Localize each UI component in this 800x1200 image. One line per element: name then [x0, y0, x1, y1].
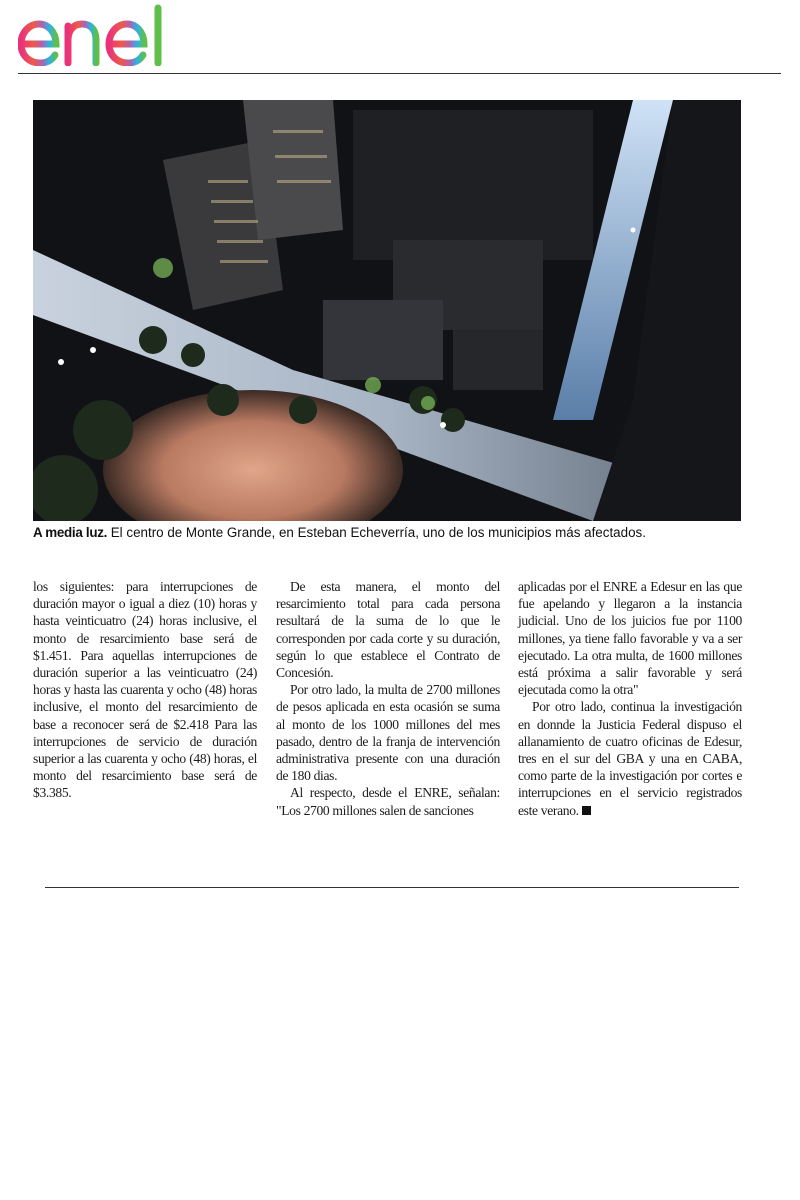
paragraph: De esta manera, el monto del resarcimiento total para cada persona resultará de la suma de lo que le corresponden por cada corte y su duración, según lo que establece el Contrato de Concesión.	[276, 579, 500, 681]
paragraph: Por otro lado, continua la investigación en donnde la Justicia Federal dispuso el allanamiento de cuatro oficinas de Edesur, tres en el sur del GBA y una en CABA, como parte de la investigación por cortes e interrupciones en el servicio registrados este verano.	[518, 699, 742, 818]
paragraph-with-end-mark	[518, 698, 742, 818]
caption-lead: A media luz.	[33, 525, 108, 540]
enel-logo-icon	[18, 4, 188, 66]
aerial-night-street-photo	[33, 100, 741, 521]
paragraph: Por otro lado, la multa de 2700 millones de pesos aplicada en esta ocasión se suma al monto de los 1000 millones del mes pasado, dentro de la franja de intervención administrativa presente con una duración de 180 dias.	[276, 682, 500, 784]
article-column-3	[518, 578, 742, 819]
paragraph: Al respecto, desde el ENRE, señalan: "Los 2700 millones salen de sanciones	[276, 785, 500, 818]
enel-logo	[18, 4, 188, 66]
photo-caption	[33, 525, 753, 540]
footer-divider	[45, 887, 739, 888]
paragraph: los siguientes: para interrupciones de duración mayor o igual a diez (10) horas y hasta veinticuatro (24) horas inclusive, el monto de resarcimiento base será de $1.451. Para aquellas interrupciones de duración superior a las veinticuatro (24) horas y hasta las cuarenta y ocho (48) horas inclusive, el monto del resarcimiento de base a reconocer será de $2.418 Para las interrupciones de servicio de duración superior a las cuarenta y ocho (48) horas, el monto del resarcimiento base será de $3.385.	[33, 579, 257, 801]
article-column-2	[276, 578, 500, 819]
article-photo	[33, 100, 741, 521]
header-divider	[18, 73, 781, 74]
paragraph: aplicadas por el ENRE a Edesur en las que fue apelando y llegaron a la instancia judicial. Uno de los juicios fue por 1100 millones, ya tiene fallo favorable y va a ser ejecutado. La otra multa, de 1600 millones está próxima a salir favorable y será ejecutada como la otra"	[518, 579, 742, 698]
caption-text: El centro de Monte Grande, en Esteban Echeverría, uno de los municipios más afectados.	[107, 525, 646, 540]
article-column-1	[33, 578, 257, 802]
end-of-article-icon	[582, 806, 591, 815]
